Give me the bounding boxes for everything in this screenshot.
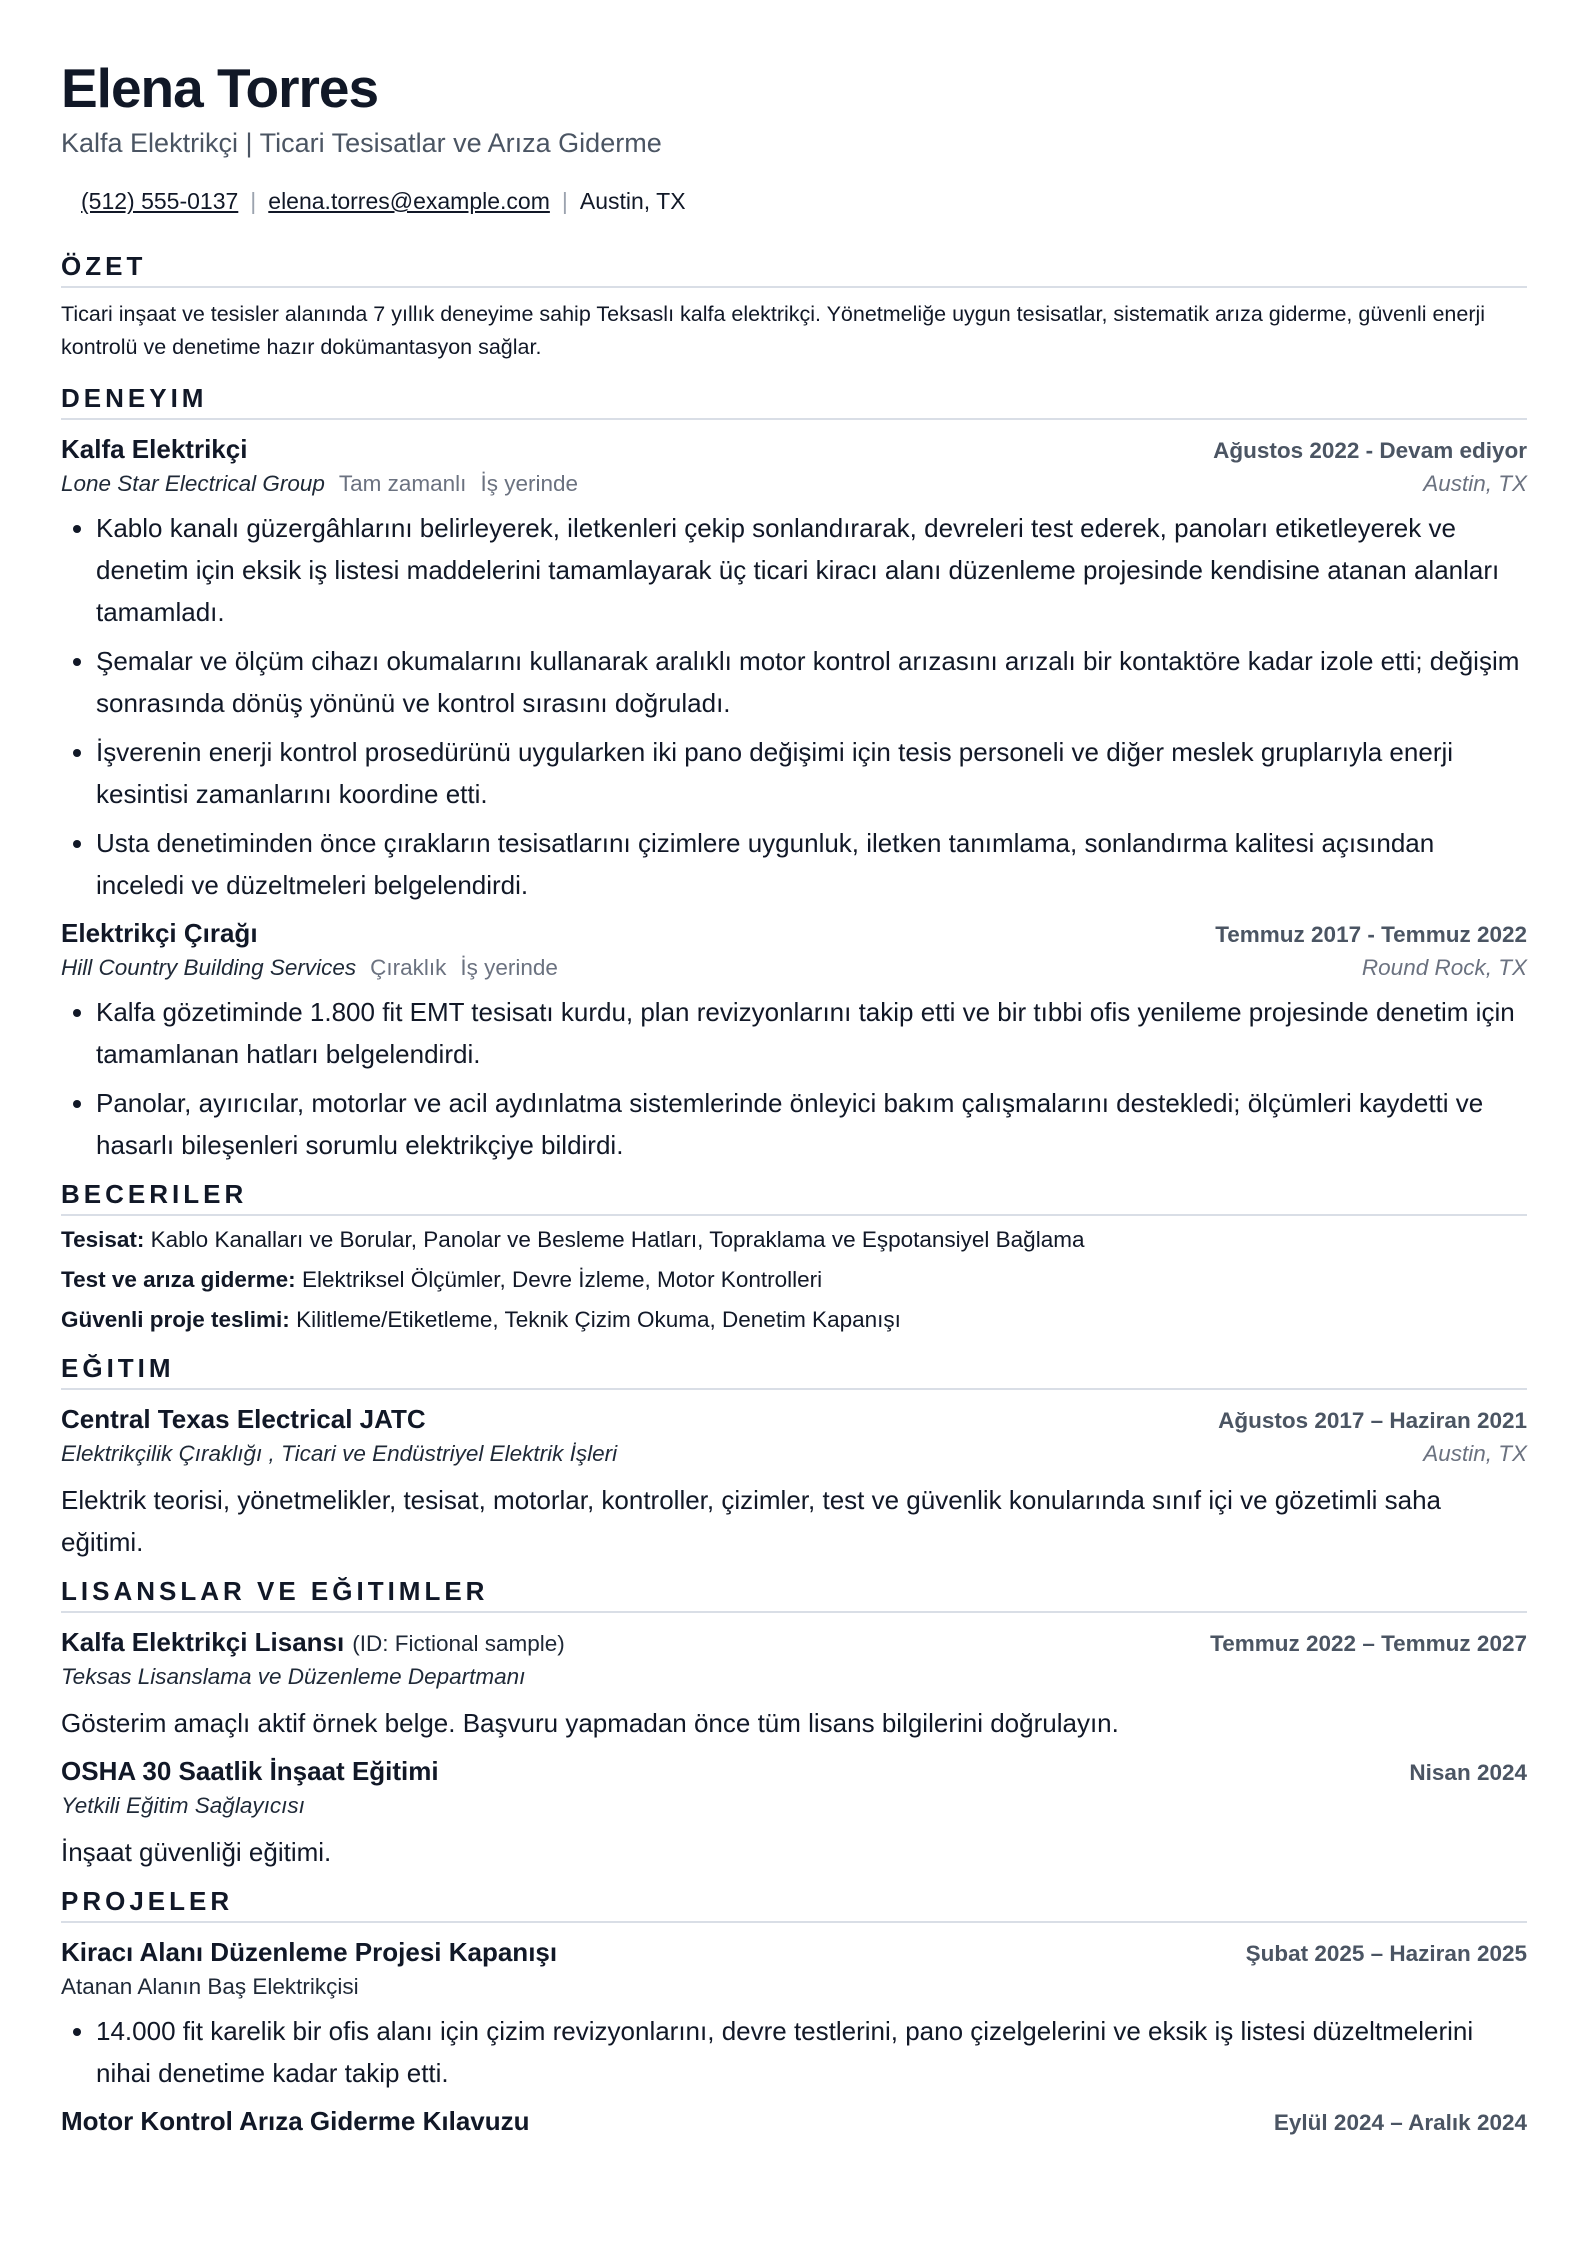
education-location: Austin, TX — [1423, 1441, 1527, 1466]
job-date: Temmuz 2017 - Temmuz 2022 — [1215, 922, 1527, 947]
skills-list — [61, 1220, 1527, 1340]
list-item: • Panolar, ayırıcılar, motorlar ve acil aydınlatma sistemlerinde önleyici bakım çalışmalarını destekledi; ölçümleri kaydetti ve hasarlı bileşenleri sorumlu elektrikçiye bildirdi. — [96, 1082, 1527, 1166]
skill-row — [61, 1260, 1527, 1300]
job-location: Austin, TX — [1423, 471, 1527, 496]
project-title: Motor Kontrol Arıza Giderme Kılavuzu — [61, 2106, 530, 2136]
license-issuer: Teksas Lisanslama ve Düzenleme Departmanı — [61, 1664, 526, 1689]
experience-entry — [61, 434, 1527, 906]
skill-row — [61, 1300, 1527, 1340]
license-description: İnşaat güvenliği eğitimi. — [61, 1837, 332, 1867]
project-entry — [61, 2106, 1527, 2137]
license-title: OSHA 30 Saatlik İnşaat Eğitimi — [61, 1756, 439, 1786]
list-item: • Şemalar ve ölçüm cihazı okumalarını kullanarak aralıklı motor kontrol arızasını arızalı bir kontaktöre kadar izole etti; değişim sonrasında dönüş yönünü ve kontrol sırasını doğruladı. — [96, 640, 1527, 724]
project-bullets — [61, 2010, 1527, 2094]
section-title-education: EĞITIM — [61, 1352, 1527, 1390]
skill-value: Elektriksel Ölçümler, Devre İzleme, Motor Kontrolleri — [301, 1267, 823, 1292]
license-description: Gösterim amaçlı aktif örnek belge. Başvuru yapmadan önce tüm lisans bilgilerini doğrulayın. — [61, 1708, 1119, 1738]
job-title: Elektrikçi Çırağı — [61, 918, 258, 948]
license-date: Nisan 2024 — [1409, 1760, 1527, 1785]
project-date: Şubat 2025 – Haziran 2025 — [1245, 1941, 1527, 1966]
contact-separator: | — [250, 188, 257, 214]
license-date: Temmuz 2022 – Temmuz 2027 — [1210, 1631, 1527, 1656]
candidate-name: Elena Torres — [61, 57, 379, 119]
job-location: Round Rock, TX — [1361, 955, 1527, 980]
education-description: Elektrik teorisi, yönetmelikler, tesisat, motorlar, kontroller, çizimler, test ve güvenlik konularında sınıf içi ve gözetimli saha eğitimi. — [61, 1485, 1442, 1557]
location-text: Austin, TX — [579, 188, 686, 214]
project-title: Kiracı Alanı Düzenleme Projesi Kapanışı — [61, 1937, 558, 1967]
list-item: • 14.000 fit karelik bir ofis alanı için çizim revizyonlarını, devre testlerini, pano çizelgelerini ve eksik iş listesi düzeltmelerini nihai denetime kadar takip etti. — [96, 2010, 1527, 2094]
skill-label: Güvenli proje teslimi: — [61, 1307, 290, 1332]
summary-text: Ticari inşaat ve tesisler alanında 7 yıllık deneyime sahip Teksaslı kalfa elektrikçi. Yönetmeliğe uygun tesisatlar, sistematik arıza giderme, güvenli enerji kontrolü ve denetime hazır dokümantasyon sağlar. — [61, 302, 1486, 359]
skill-value: Kablo Kanalları ve Borular, Panolar ve Besleme Hatları, Topraklama ve Eşpotansiyel Bağlama — [150, 1227, 1085, 1252]
employer-name: Lone Star Electrical Group — [61, 471, 325, 496]
list-item: • Kalfa gözetiminde 1.800 fit EMT tesisatı kurdu, plan revizyonlarını takip etti ve bir tıbbi ofis yenileme projesinde denetim için tamamlanan hatları belgelendirdi. — [96, 991, 1527, 1075]
license-issuer: Yetkili Eğitim Sağlayıcısı — [61, 1793, 305, 1818]
list-item: • Usta denetiminden önce çırakların tesisatlarını çizimlere uygunluk, iletken tanımlama, sonlandırma kalitesi açısından inceledi ve düzeltmeleri belgelendirdi. — [96, 822, 1527, 906]
license-id-note: (ID: Fictional sample) — [352, 1631, 565, 1656]
experience-entry — [61, 918, 1527, 1166]
project-entry — [61, 1937, 1527, 2094]
skill-value: Kilitleme/Etiketleme, Teknik Çizim Okuma, Denetim Kapanışı — [296, 1307, 901, 1332]
license-entry — [61, 1627, 1527, 1744]
job-date: Ağustos 2022 - Devam ediyor — [1213, 438, 1527, 463]
employment-type: Çıraklık — [370, 955, 447, 980]
project-role: Atanan Alanın Baş Elektrikçisi — [61, 1974, 359, 1999]
work-mode: İş yerinde — [460, 955, 558, 980]
email-link[interactable]: elena.torres@example.com — [268, 188, 550, 214]
school-name: Central Texas Electrical JATC — [61, 1404, 426, 1434]
skill-label: Test ve arıza giderme: — [61, 1267, 296, 1292]
work-mode: İş yerinde — [480, 471, 578, 496]
section-title-summary: ÖZET — [61, 250, 1527, 288]
license-entry — [61, 1756, 1527, 1873]
section-title-skills: BECERILER — [61, 1178, 1527, 1216]
contact-line — [61, 186, 1527, 216]
section-title-licenses: LISANSLAR VE EĞITIMLER — [61, 1575, 1527, 1613]
section-title-experience: DENEYIM — [61, 382, 1527, 420]
employer-name: Hill Country Building Services — [61, 955, 357, 980]
education-date: Ağustos 2017 – Haziran 2021 — [1218, 1408, 1527, 1433]
phone-link[interactable]: (512) 555-0137 — [81, 188, 239, 214]
contact-separator: | — [561, 188, 568, 214]
program-name: Elektrikçilik Çıraklığı , Ticari ve Endüstriyel Elektrik İşleri — [61, 1441, 618, 1466]
education-entry — [61, 1404, 1527, 1563]
skill-label: Tesisat: — [61, 1227, 145, 1252]
job-bullets — [61, 991, 1527, 1166]
section-title-projects: PROJELER — [61, 1885, 1527, 1923]
job-bullets — [61, 507, 1527, 906]
list-item: • İşverenin enerji kontrol prosedürünü uygularken iki pano değişimi için tesis personeli ve diğer meslek gruplarıyla enerji kesintisi zamanlarını koordine etti. — [96, 731, 1527, 815]
headline: Kalfa Elektrikçi | Ticari Tesisatlar ve Arıza Giderme — [61, 128, 662, 158]
job-title: Kalfa Elektrikçi — [61, 434, 248, 464]
skill-row — [61, 1220, 1527, 1260]
list-item: • Kablo kanalı güzergâhlarını belirleyerek, iletkenleri çekip sonlandırarak, devreleri test ederek, panoları etiketleyerek ve denetim için eksik iş listesi maddelerini tamamlayarak üç ticari kiracı alanı düzenleme projesinde kendisine atanan alanları tamamladı. — [96, 507, 1527, 633]
project-date: Eylül 2024 – Aralık 2024 — [1273, 2110, 1527, 2135]
employment-type: Tam zamanlı — [338, 471, 467, 496]
license-title: Kalfa Elektrikçi Lisansı — [61, 1627, 345, 1657]
